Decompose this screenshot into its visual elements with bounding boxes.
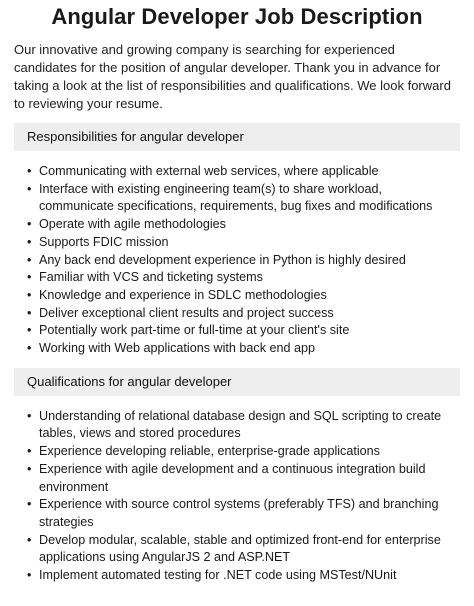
bullet-icon: •	[27, 164, 32, 178]
list-item-text: Interface with existing engineering team(s) to share workload, communicate specifications, requirements, bug fixes and modifications	[39, 181, 433, 214]
list-item-text: Experience with source control systems (preferably TFS) and branching strategies	[39, 497, 439, 529]
list-item-text: Any back end development experience in Python is highly desired	[39, 252, 406, 267]
list-item	[27, 163, 460, 181]
list-item	[27, 461, 460, 496]
list-item	[27, 181, 460, 216]
list-item	[27, 287, 460, 305]
list-item	[27, 496, 460, 531]
list-item	[27, 443, 460, 461]
bullet-icon: •	[27, 270, 32, 285]
list-item-text: Working with Web applications with back end app	[39, 341, 316, 356]
qualifications-heading: Qualifications for angular developer	[27, 373, 232, 389]
list-item	[27, 305, 460, 323]
list-item-text: Understanding of relational database design and SQL scripting to create tables, views and stored procedures	[39, 408, 442, 441]
bullet-icon: •	[27, 181, 32, 196]
responsibilities-heading: Responsibilities for angular developer	[27, 129, 244, 144]
list-item	[27, 408, 460, 443]
bullet-icon: •	[27, 217, 32, 232]
list-item-text: Experience developing reliable, enterprise-grade applications	[39, 444, 380, 459]
bullet-icon: •	[27, 234, 32, 249]
page-title: Angular Developer Job Description	[51, 4, 423, 29]
bullet-icon: •	[27, 408, 32, 423]
qualifications-list	[14, 408, 460, 585]
qualifications-section-header	[14, 368, 460, 396]
list-item-text: Develop modular, scalable, stable and optimized front-end for enterprise applications using AngularJS 2 and ASP.NET	[39, 532, 441, 565]
list-item	[27, 216, 460, 234]
list-item-text: Familiar with VCS and ticketing systems	[39, 270, 263, 285]
bullet-icon: •	[27, 252, 32, 267]
list-item	[27, 322, 460, 340]
list-item-text: Deliver exceptional client results and project success	[39, 305, 334, 320]
list-item-text: Operate with agile methodologies	[39, 217, 226, 232]
list-item-text: Implement automated testing for .NET code using MSTest/NUnit	[39, 568, 397, 583]
bullet-icon: •	[27, 532, 32, 547]
list-item	[27, 532, 460, 567]
bullet-icon: •	[27, 568, 32, 583]
list-item-text: Communicating with external web services, where applicable	[39, 164, 379, 178]
bullet-icon: •	[27, 341, 32, 356]
intro-paragraph: Our innovative and growing company is searching for experienced candidates for the position of angular developer. Thank you in advance for taking a look at the list of responsibilities and qualifications. We look forward to reviewing your resume.	[14, 42, 451, 111]
bullet-icon: •	[27, 287, 32, 302]
list-item	[27, 252, 460, 270]
list-item	[27, 567, 460, 585]
bullet-icon: •	[27, 305, 32, 320]
list-item-text: Experience with agile development and a continuous integration build environment	[39, 461, 426, 494]
bullet-icon: •	[27, 444, 32, 459]
list-item-text: Supports FDIC mission	[39, 234, 169, 249]
responsibilities-list	[14, 163, 460, 358]
list-item	[27, 234, 460, 252]
bullet-icon: •	[27, 497, 32, 512]
bullet-icon: •	[27, 461, 32, 476]
responsibilities-section-header	[14, 123, 460, 151]
list-item	[27, 269, 460, 287]
list-item	[27, 340, 460, 358]
bullet-icon: •	[27, 323, 32, 338]
list-item-text: Potentially work part-time or full-time at your client's site	[39, 323, 350, 338]
list-item-text: Knowledge and experience in SDLC methodologies	[39, 287, 327, 302]
